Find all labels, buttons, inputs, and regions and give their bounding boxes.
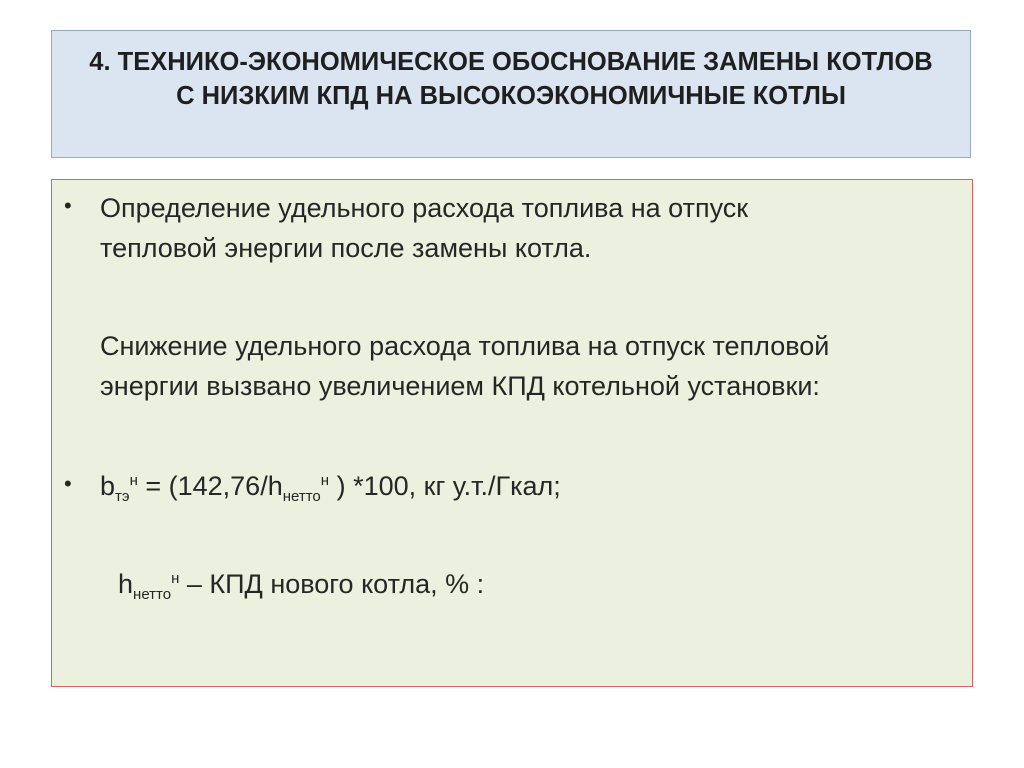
definition-h-subscript: нетто xyxy=(133,586,172,603)
formula-b: b xyxy=(100,471,116,501)
paragraph-2-line-2: энергии вызвано увеличением КПД котельной установки: xyxy=(100,371,820,401)
definition-h-superscript: н xyxy=(171,570,180,587)
bullet-1: • xyxy=(64,193,72,218)
formula-tail: ) *100, кг у.т./Гкал; xyxy=(329,471,561,501)
content-box xyxy=(51,179,973,687)
title-line-1: 4. ТЕХНИКО-ЭКОНОМИЧЕСКОЕ ОБОСНОВАНИЕ ЗАМЕНЫ КОТЛОВ xyxy=(89,48,933,76)
item-1-text xyxy=(100,188,748,268)
definition-h: h xyxy=(118,569,134,599)
definition-tail: – КПД нового котла, % : xyxy=(179,569,485,599)
definition-line xyxy=(118,564,484,604)
formula-h-superscript: н xyxy=(320,472,330,489)
bullet-2: • xyxy=(64,471,72,496)
formula-b-subscript: тэ xyxy=(115,488,130,505)
formula-h-subscript: нетто xyxy=(282,488,321,505)
formula-line xyxy=(100,466,561,506)
title-line-2: С НИЗКИМ КПД НА ВЫСОКОЭКОНОМИЧНЫЕ КОТЛЫ xyxy=(176,82,846,110)
paragraph-2-line-1: Снижение удельного расхода топлива на отпуск тепловой xyxy=(100,331,830,361)
paragraph-2-text xyxy=(100,326,829,406)
title-box xyxy=(51,30,971,158)
item-1-line-1: Определение удельного расхода топлива на отпуск xyxy=(100,193,749,223)
item-1-line-2: тепловой энергии после замены котла. xyxy=(100,233,592,263)
formula-b-superscript: н xyxy=(129,472,138,489)
slide-title xyxy=(52,45,970,113)
formula-middle: = (142,76/h xyxy=(137,471,283,501)
